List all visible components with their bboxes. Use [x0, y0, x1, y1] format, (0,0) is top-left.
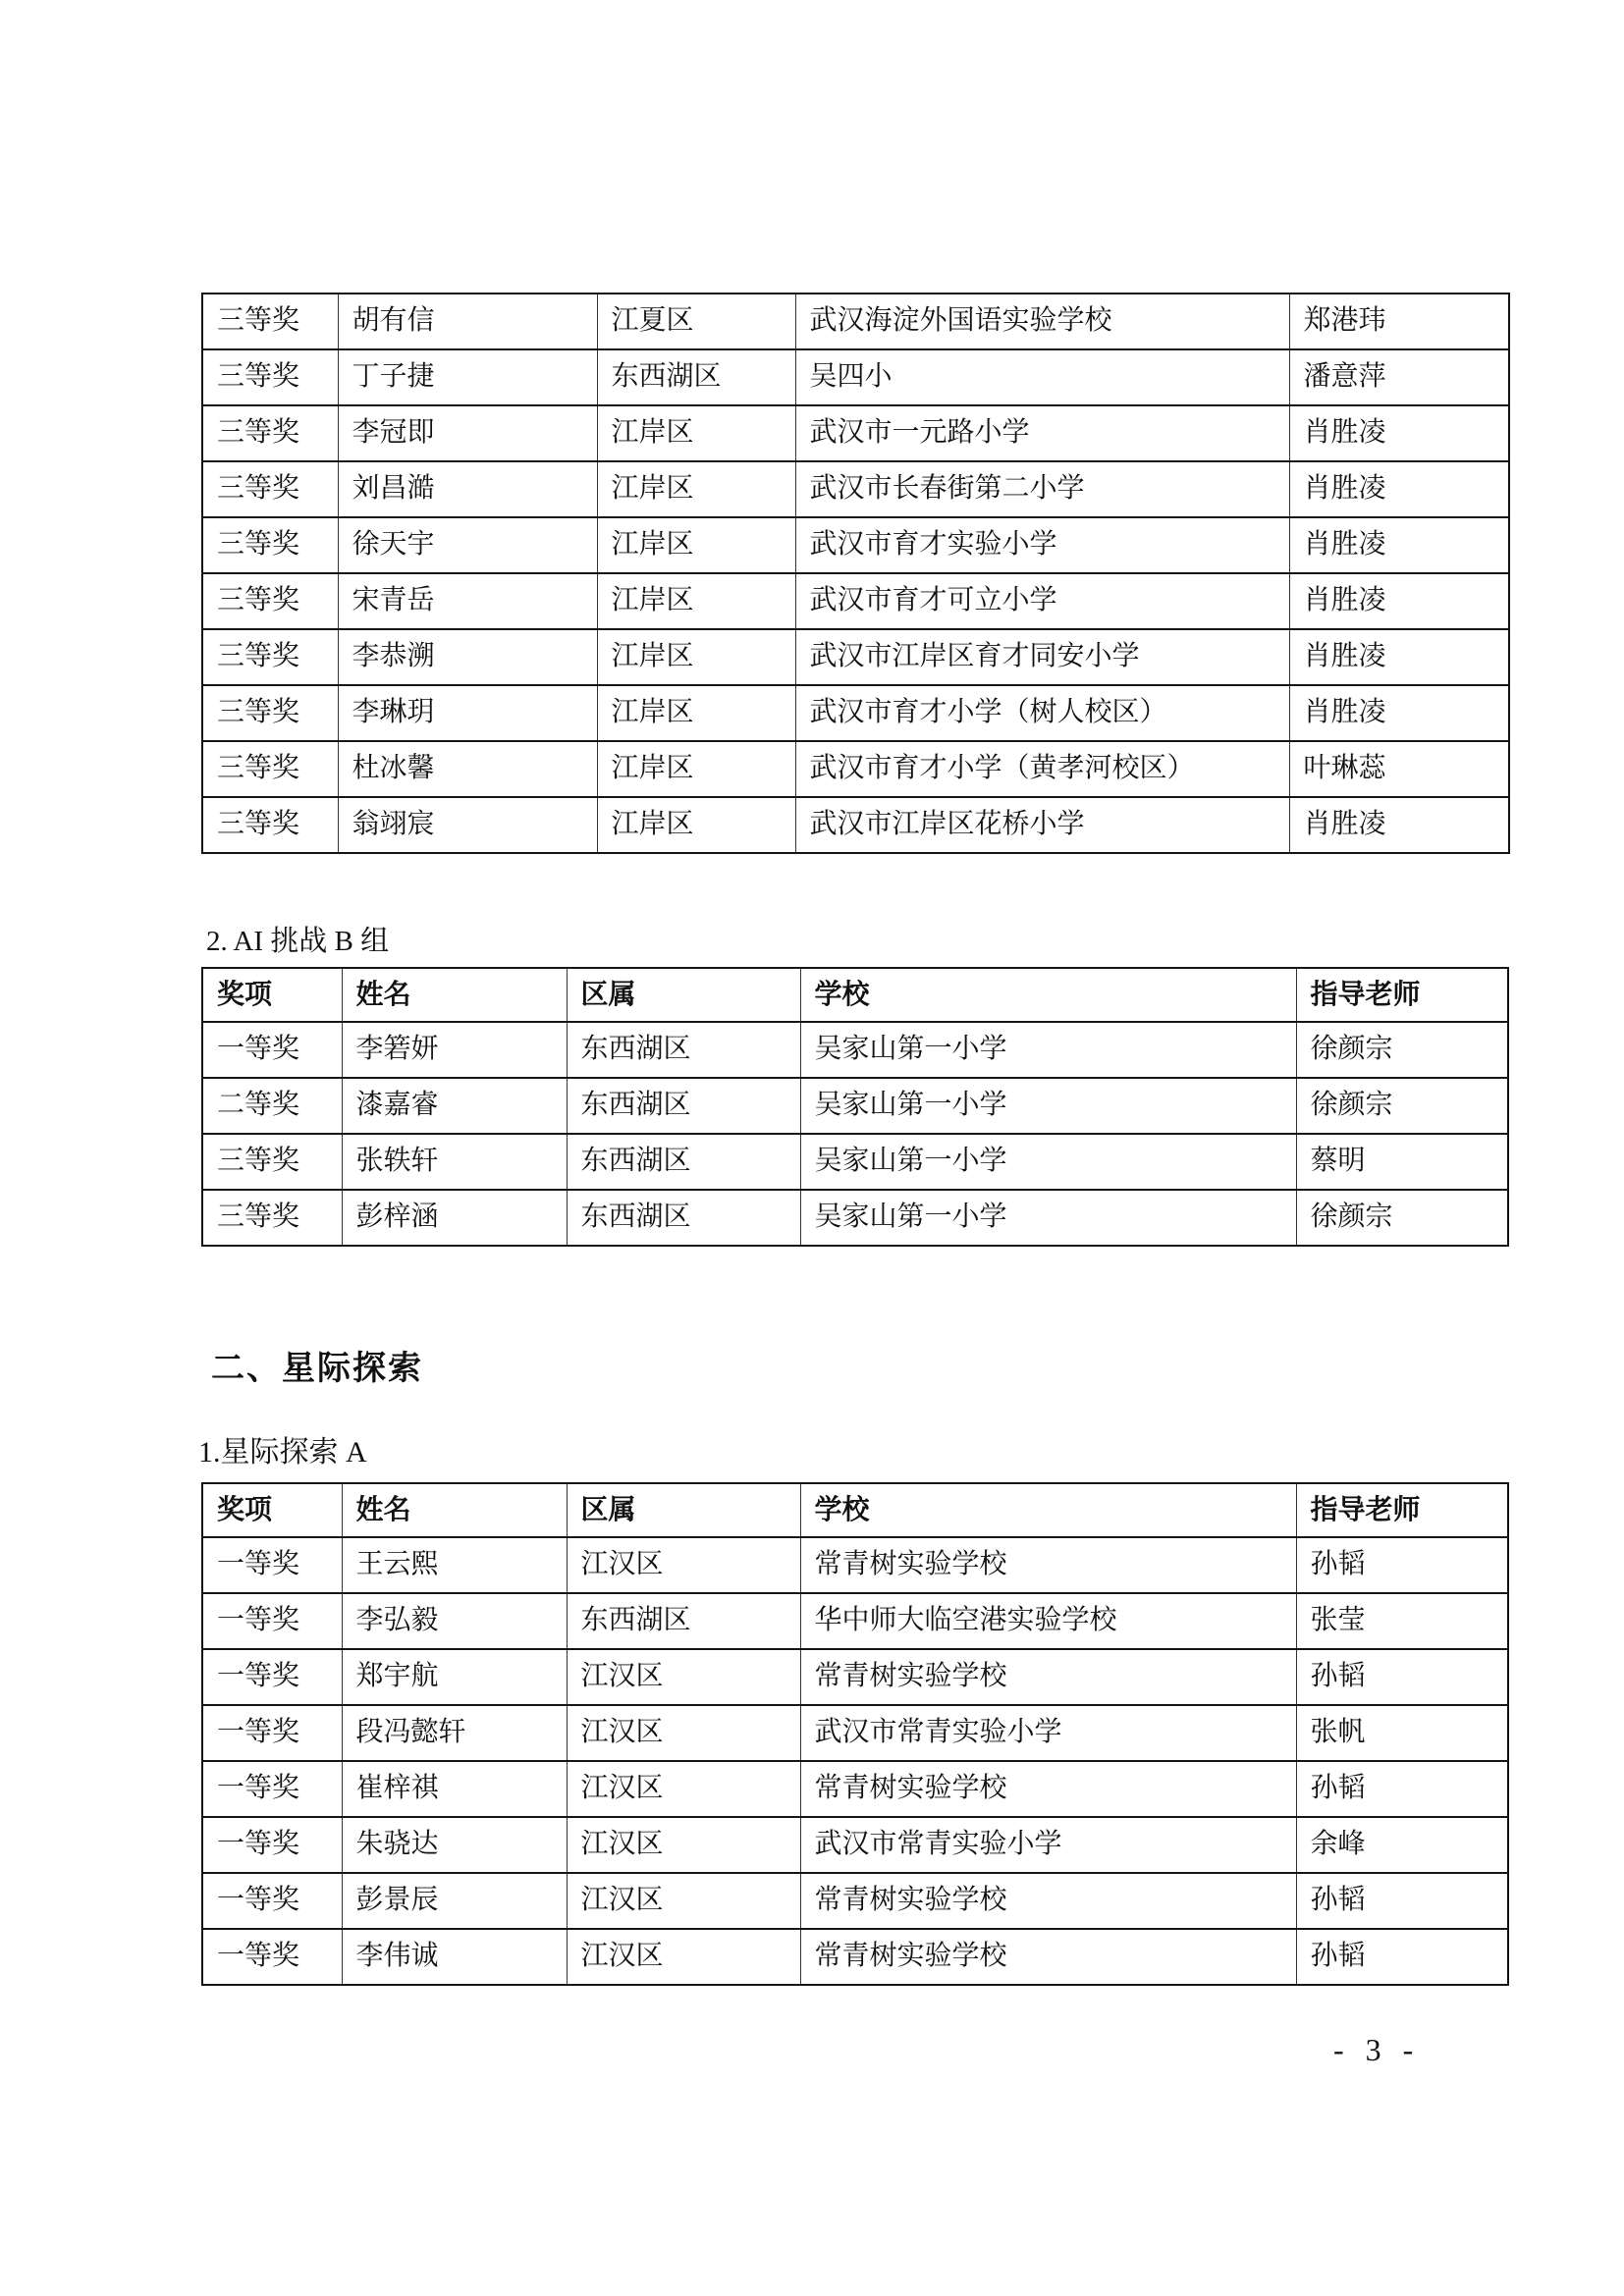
header-row	[202, 968, 1508, 1022]
table-cell: 肖胜凌	[1289, 685, 1509, 741]
table-cell: 肖胜凌	[1289, 461, 1509, 517]
table-cell: 东西湖区	[567, 1078, 800, 1134]
table-cell: 朱骁达	[342, 1817, 567, 1873]
table-cell: 潘意萍	[1289, 349, 1509, 405]
section-ai-challenge-b-title: 2. AI 挑战 B 组	[206, 926, 390, 957]
table-row	[202, 349, 1509, 405]
table-row	[202, 517, 1509, 573]
table-cell: 段冯懿轩	[342, 1705, 567, 1761]
table-cell: 徐颜宗	[1296, 1078, 1508, 1134]
column-header: 区属	[567, 968, 800, 1022]
table-row	[202, 797, 1509, 853]
page-number: - 3 -	[1333, 2032, 1421, 2067]
table-cell: 蔡明	[1296, 1134, 1508, 1190]
table-cell: 肖胜凌	[1289, 573, 1509, 629]
table-row	[202, 1022, 1508, 1078]
table-cell: 孙韬	[1296, 1873, 1508, 1929]
table-cell: 三等奖	[202, 685, 338, 741]
table-cell: 常青树实验学校	[800, 1873, 1296, 1929]
table-cell: 肖胜凌	[1289, 629, 1509, 685]
table-cell: 三等奖	[202, 517, 338, 573]
table-cell: 丁子捷	[338, 349, 597, 405]
table-cell: 一等奖	[202, 1929, 342, 1985]
table-cell: 江汉区	[567, 1929, 800, 1985]
table-cell: 张轶轩	[342, 1134, 567, 1190]
table-row	[202, 405, 1509, 461]
table-cell: 三等奖	[202, 629, 338, 685]
table-cell: 肖胜凌	[1289, 797, 1509, 853]
table-cell: 李伟诚	[342, 1929, 567, 1985]
table-cell: 江岸区	[597, 573, 795, 629]
table-cell: 一等奖	[202, 1649, 342, 1705]
table-cell: 武汉市育才可立小学	[795, 573, 1289, 629]
ai-challenge-a-continued-rows	[202, 294, 1509, 853]
table-cell: 武汉海淀外国语实验学校	[795, 294, 1289, 349]
table-cell: 常青树实验学校	[800, 1929, 1296, 1985]
table-cell: 一等奖	[202, 1537, 342, 1593]
column-header: 奖项	[202, 1483, 342, 1537]
table-row	[202, 1761, 1508, 1817]
table-cell: 一等奖	[202, 1817, 342, 1873]
table-cell: 杜冰馨	[338, 741, 597, 797]
table-cell: 江岸区	[597, 741, 795, 797]
table-cell: 常青树实验学校	[800, 1761, 1296, 1817]
table-cell: 武汉市江岸区育才同安小学	[795, 629, 1289, 685]
table-cell: 江汉区	[567, 1873, 800, 1929]
table-cell: 孙韬	[1296, 1537, 1508, 1593]
table-cell: 翁翊宸	[338, 797, 597, 853]
table-cell: 吴家山第一小学	[800, 1022, 1296, 1078]
table-cell: 李恭溯	[338, 629, 597, 685]
table-cell: 东西湖区	[567, 1593, 800, 1649]
section-star-explore-heading: 二、星际探索	[211, 1350, 423, 1387]
table-cell: 江汉区	[567, 1761, 800, 1817]
table-cell: 张莹	[1296, 1593, 1508, 1649]
table-cell: 三等奖	[202, 1190, 342, 1246]
table-row	[202, 1873, 1508, 1929]
table-row	[202, 629, 1509, 685]
ai-challenge-b-table	[201, 967, 1509, 1247]
column-header: 学校	[800, 1483, 1296, 1537]
table-row	[202, 1134, 1508, 1190]
table-cell: 武汉市常青实验小学	[800, 1817, 1296, 1873]
ai-challenge-b-header	[202, 968, 1508, 1022]
table-row	[202, 1593, 1508, 1649]
table-cell: 二等奖	[202, 1078, 342, 1134]
table-cell: 余峰	[1296, 1817, 1508, 1873]
table-cell: 徐天宇	[338, 517, 597, 573]
table-cell: 三等奖	[202, 349, 338, 405]
table-cell: 江汉区	[567, 1817, 800, 1873]
table-cell: 江汉区	[567, 1537, 800, 1593]
table-cell: 一等奖	[202, 1593, 342, 1649]
table-cell: 一等奖	[202, 1761, 342, 1817]
table-cell: 叶琳蕊	[1289, 741, 1509, 797]
table-cell: 张帆	[1296, 1705, 1508, 1761]
table-cell: 肖胜凌	[1289, 517, 1509, 573]
table-cell: 三等奖	[202, 797, 338, 853]
table-cell: 宋青岳	[338, 573, 597, 629]
table-cell: 东西湖区	[597, 349, 795, 405]
table-cell: 李冠即	[338, 405, 597, 461]
table-row	[202, 1649, 1508, 1705]
table-cell: 吴家山第一小学	[800, 1078, 1296, 1134]
table-row	[202, 1705, 1508, 1761]
table-row	[202, 685, 1509, 741]
table-cell: 常青树实验学校	[800, 1537, 1296, 1593]
table-cell: 三等奖	[202, 405, 338, 461]
table-cell: 孙韬	[1296, 1649, 1508, 1705]
table-cell: 吴四小	[795, 349, 1289, 405]
column-header: 姓名	[342, 1483, 567, 1537]
table-row	[202, 1078, 1508, 1134]
table-cell: 江岸区	[597, 517, 795, 573]
table-cell: 东西湖区	[567, 1134, 800, 1190]
table-cell: 三等奖	[202, 1134, 342, 1190]
header-row	[202, 1483, 1508, 1537]
table-cell: 漆嘉睿	[342, 1078, 567, 1134]
table-cell: 江岸区	[597, 405, 795, 461]
table-cell: 郑宇航	[342, 1649, 567, 1705]
table-cell: 一等奖	[202, 1022, 342, 1078]
column-header: 奖项	[202, 968, 342, 1022]
table-cell: 江岸区	[597, 461, 795, 517]
table-cell: 李琳玥	[338, 685, 597, 741]
table-cell: 三等奖	[202, 741, 338, 797]
table-cell: 王云熙	[342, 1537, 567, 1593]
table-cell: 孙韬	[1296, 1761, 1508, 1817]
table-cell: 江汉区	[567, 1649, 800, 1705]
table-cell: 崔梓祺	[342, 1761, 567, 1817]
column-header: 区属	[567, 1483, 800, 1537]
table-row	[202, 1817, 1508, 1873]
table-cell: 江岸区	[597, 797, 795, 853]
star-explore-a-header	[202, 1483, 1508, 1537]
table-row	[202, 1537, 1508, 1593]
table-cell: 武汉市长春街第二小学	[795, 461, 1289, 517]
table-cell: 吴家山第一小学	[800, 1190, 1296, 1246]
column-header: 学校	[800, 968, 1296, 1022]
star-explore-a-table	[201, 1482, 1509, 1986]
column-header: 姓名	[342, 968, 567, 1022]
table-cell: 武汉市江岸区花桥小学	[795, 797, 1289, 853]
table-cell: 一等奖	[202, 1873, 342, 1929]
table-cell: 三等奖	[202, 573, 338, 629]
table-cell: 江夏区	[597, 294, 795, 349]
table-cell: 李箬妍	[342, 1022, 567, 1078]
table-row	[202, 741, 1509, 797]
table-cell: 武汉市育才实验小学	[795, 517, 1289, 573]
table-cell: 一等奖	[202, 1705, 342, 1761]
table-cell: 江岸区	[597, 629, 795, 685]
table-cell: 江汉区	[567, 1705, 800, 1761]
section-star-explore-a-subheading: 1.星际探索 A	[198, 1436, 367, 1468]
table-cell: 徐颜宗	[1296, 1022, 1508, 1078]
table-cell: 徐颜宗	[1296, 1190, 1508, 1246]
ai-challenge-b-rows	[202, 1022, 1508, 1246]
table-cell: 常青树实验学校	[800, 1649, 1296, 1705]
column-header: 指导老师	[1296, 968, 1508, 1022]
table-row	[202, 573, 1509, 629]
table-cell: 吴家山第一小学	[800, 1134, 1296, 1190]
table-cell: 武汉市常青实验小学	[800, 1705, 1296, 1761]
table-cell: 彭梓涵	[342, 1190, 567, 1246]
table-cell: 东西湖区	[567, 1022, 800, 1078]
table-cell: 武汉市育才小学（黄孝河校区）	[795, 741, 1289, 797]
table-cell: 孙韬	[1296, 1929, 1508, 1985]
table-cell: 华中师大临空港实验学校	[800, 1593, 1296, 1649]
table-cell: 李弘毅	[342, 1593, 567, 1649]
table-row	[202, 294, 1509, 349]
table-cell: 江岸区	[597, 685, 795, 741]
column-header: 指导老师	[1296, 1483, 1508, 1537]
table-cell: 武汉市一元路小学	[795, 405, 1289, 461]
table-cell: 刘昌澔	[338, 461, 597, 517]
table-cell: 东西湖区	[567, 1190, 800, 1246]
table-row	[202, 1190, 1508, 1246]
table-cell: 彭景辰	[342, 1873, 567, 1929]
table-cell: 肖胜凌	[1289, 405, 1509, 461]
table-row	[202, 461, 1509, 517]
table-cell: 胡有信	[338, 294, 597, 349]
table-cell: 三等奖	[202, 461, 338, 517]
ai-challenge-a-continued-table	[201, 293, 1510, 854]
table-row	[202, 1929, 1508, 1985]
table-cell: 三等奖	[202, 294, 338, 349]
star-explore-a-rows	[202, 1537, 1508, 1985]
table-cell: 郑港玮	[1289, 294, 1509, 349]
table-cell: 武汉市育才小学（树人校区）	[795, 685, 1289, 741]
